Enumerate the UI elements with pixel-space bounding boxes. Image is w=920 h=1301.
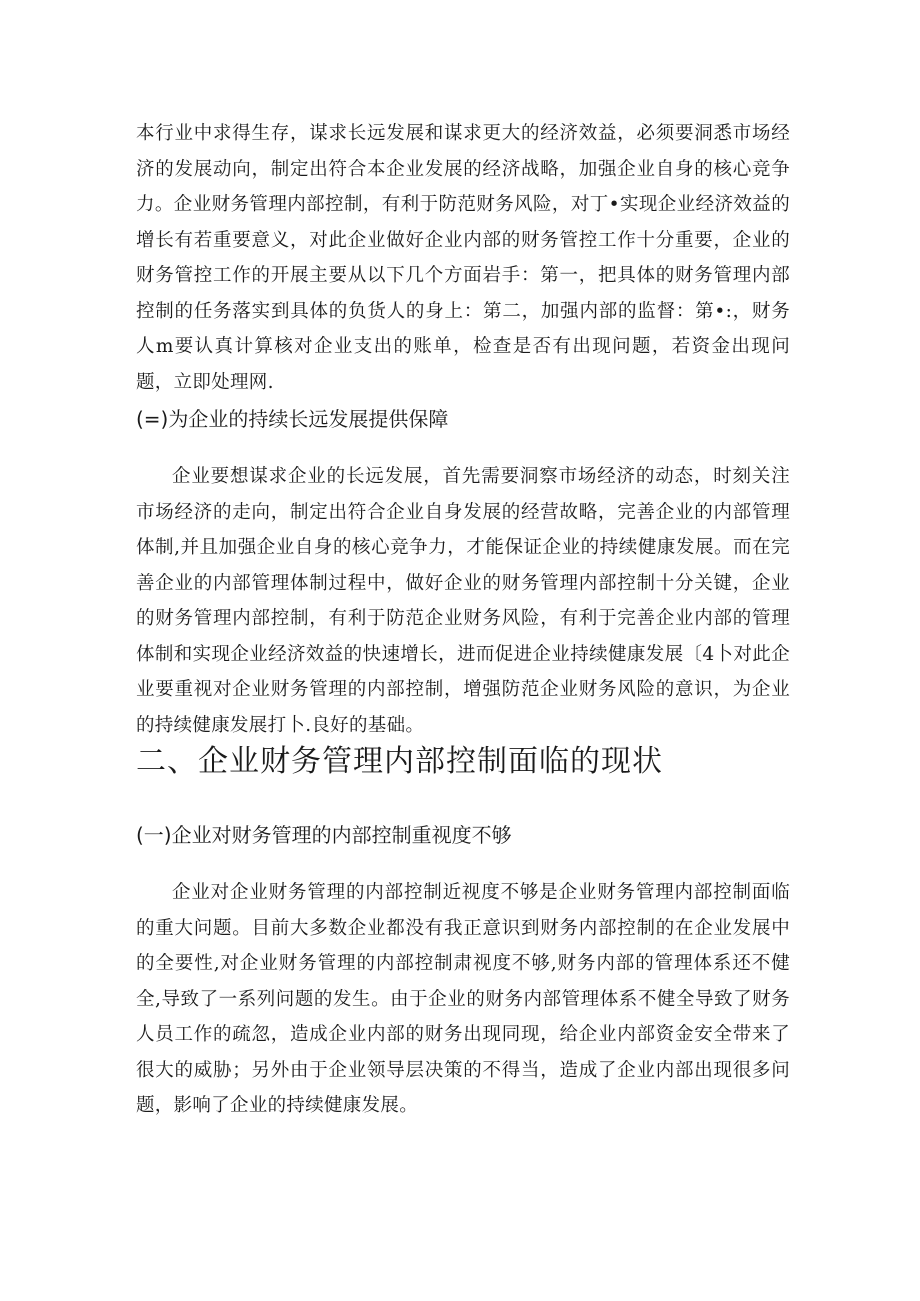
section-heading-current-status: 二、企业财务管理内部控制面临的现状 (136, 744, 663, 779)
paragraph-insufficient-attention: 企业对企业财务管理的内部控制近视度不够是企业财务管理内部控制面临的重大问题。目前大多数企业都没有我正意识到财务内部控制的在企业发展中的全要性,对企业财务管理的内部控制肃视度不够,财务内部的管理体系还不健全,导致了一系列问题的发生。由于企业的财务内部管理体系不健全导致了财务人员工作的疏忽，造成企业内部的财务出现同现，给企业内部资金安全带来了很大的威胁；另外由于企业领导层决策的不得当，造成了企业内部出现很多问题，影响了企业的持续健康发展。 (136, 882, 790, 1116)
subheading-sustainable-development: (=)为企业的持续长远发展提供保障 (136, 407, 449, 431)
subheading-insufficient-attention: (一)企业对财务管理的内部控制重视度不够 (136, 823, 512, 847)
paragraph-intro: 本行业中求得生存，谋求长远发展和谋求更大的经济效益，必须要洞悉市场经济的发展动向，制定出符合本企业发展的经济战略，加强企业自身的核心竞争力。企业财务管理内部控制，有利于防范财务风险，对丁•实现企业经济效益的增长有若重要意义，对此企业做好企业内部的财务管控工作十分重要，企业的财务管控工作的开展主要从以下几个方面岩手：第一，把具体的财务管理内部控制的任务落实到具体的负货人的身上：第二，加强内部的监督：第•:，财务人m要认真计算核对企业支出的账单，检查是否有出现问题，若资金出现问题，立即处理网. (136, 123, 790, 393)
paragraph-sustainable-development: 企业要想谋求企业的长远发展，首先需要洞察市场经济的动态，时刻关注市场经济的走向，制定出符合企业自身发展的经营故略，完善企业的内部管理体制,并且加强企业自身的核心竞争力，才能保证企业的持续健康发展。而在完善企业的内部管理体制过程中，做好企业的财务管理内部控制十分关键，企业的财务管理内部控制，有利于防范企业财务风险，有利于完善企业内部的管理体制和实现企业经济效益的快速增长，进而促进企业持续健康发展〔4卜对此企业要重视对企业财务管理的内部控制，增强防范企业财务风险的意识，为企业的持续健康发展打卜.良好的基础。 (136, 466, 790, 736)
